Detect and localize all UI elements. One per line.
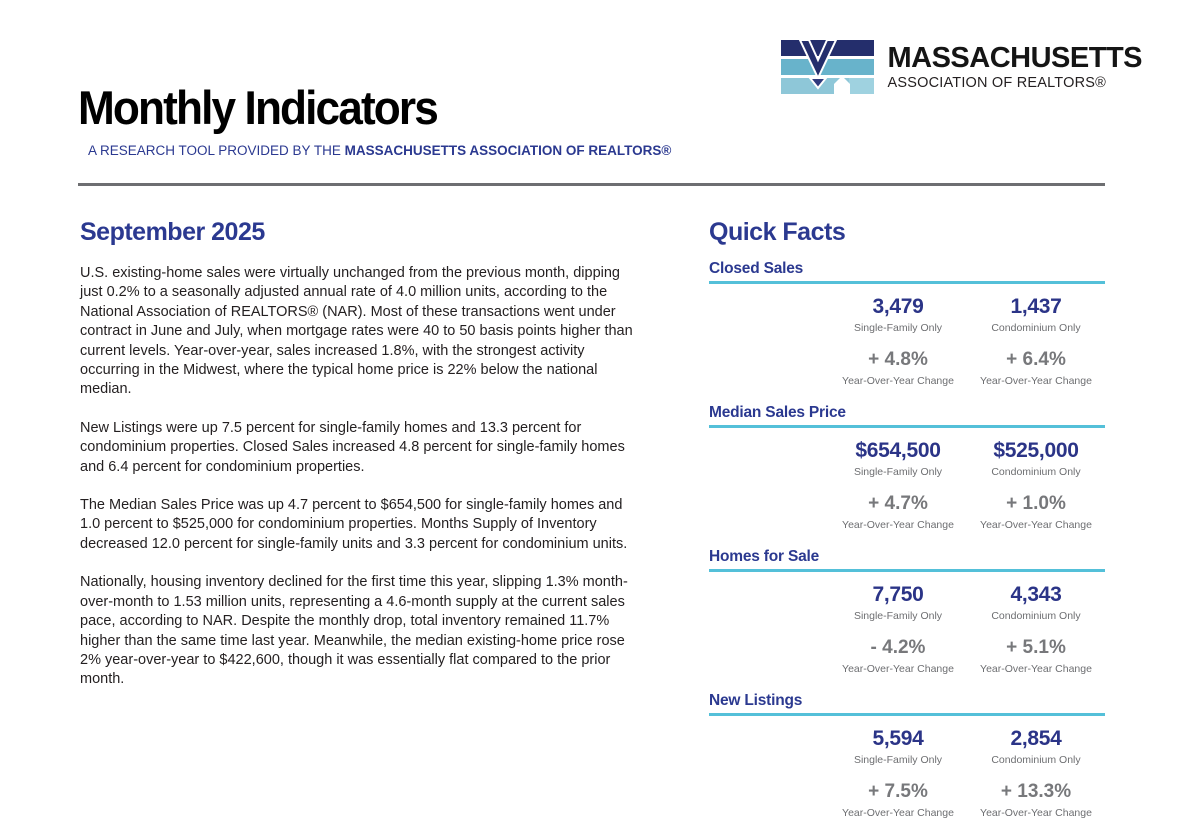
qf-change: + 4.7% (868, 493, 928, 514)
qf-columns (709, 428, 1105, 531)
header-divider (78, 183, 1105, 186)
qf-sublabel: Condominium Only (991, 754, 1081, 766)
qf-value: 3,479 (872, 295, 924, 318)
qf-change: + 13.3% (1000, 781, 1072, 802)
report-paragraph-3: The Median Sales Price was up 4.7 percent to $654,500 for single-family homes and 1.0 percent to $525,000 for condominium properties. Months Supply of Inventory decreased 12.0 percent for single-family units and 3.3 percent for condominium units. (80, 497, 628, 552)
qf-change: + 6.4% (1006, 349, 1066, 370)
qf-col-condominium (967, 428, 1105, 531)
qf-change-label: Year-Over-Year Change (842, 663, 954, 675)
qf-columns (709, 572, 1105, 675)
qf-section-new-listings (709, 692, 1105, 819)
qf-sublabel: Condominium Only (991, 322, 1081, 334)
qf-change: + 5.1% (1006, 637, 1066, 658)
qf-change-label: Year-Over-Year Change (842, 807, 954, 819)
qf-change-label: Year-Over-Year Change (842, 375, 954, 387)
subtitle-org-name: MASSACHUSETTS ASSOCIATION OF REALTORS® (344, 143, 672, 158)
quick-facts-heading: Quick Facts (709, 218, 846, 246)
qf-col-condominium (967, 572, 1105, 675)
qf-section-label: Median Sales Price (709, 404, 846, 421)
qf-col-single-family (829, 572, 967, 675)
qf-section-label: Homes for Sale (709, 548, 820, 565)
qf-value: 7,750 (872, 583, 924, 606)
qf-change: + 1.0% (1006, 493, 1066, 514)
qf-change-label: Year-Over-Year Change (980, 663, 1092, 675)
qf-col-condominium (967, 716, 1105, 819)
qf-col-single-family (829, 284, 967, 387)
qf-section-median-sales-price (709, 404, 1105, 531)
qf-section-label: New Listings (709, 692, 803, 709)
mar-logo-tagline: ASSOCIATION OF REALTORS® (887, 75, 1107, 92)
qf-columns (709, 284, 1105, 387)
mar-logo (781, 40, 1142, 95)
report-paragraph-4: Nationally, housing inventory declined for the first time this year, slipping 1.3% month-over-month to 1.53 million units, representing a 4.6-month supply at the current sales pace, according to NAR. Despite the monthly drop, total inventory remained 11.7% higher than the same time last year. Meanwhile, the median existing-home price rose 2% year-over-year to $422,600, though it was essentially flat compared to the prior month. (80, 574, 628, 688)
qf-sublabel: Single-Family Only (853, 466, 943, 478)
qf-sublabel: Single-Family Only (853, 322, 943, 334)
mar-logo-name: MASSACHUSETTS (887, 41, 1142, 74)
page-subtitle (88, 143, 671, 158)
qf-change: - 4.2% (870, 637, 926, 658)
qf-change: + 4.8% (868, 349, 928, 370)
month-heading: September 2025 (80, 218, 265, 246)
mar-logo-text (887, 41, 1142, 92)
report-paragraph-1: U.S. existing-home sales were virtually unchanged from the previous month, dipping just 0.2% to a seasonally adjusted annual rate of 4.0 million units, according to the National Association of REALTORS® (NAR). Most of these transactions went under contract in June and July, when mortgage rates were 40 to 50 basis points higher than current levels. Year-over-year, sales increased 1.8%, with the strongest activity occurring in the Midwest, where the typical home price is 22% below the national median. (80, 265, 633, 398)
report-paragraph-2: New Listings were up 7.5 percent for single-family homes and 13.3 percent for condominium properties. Closed Sales increased 4.8 percent for single-family homes and 6.4 percent for condominium properties. (80, 419, 625, 475)
qf-change-label: Year-Over-Year Change (980, 375, 1092, 387)
qf-columns (709, 716, 1105, 819)
subtitle-prefix: A RESEARCH TOOL PROVIDED BY THE (88, 143, 345, 158)
qf-change-label: Year-Over-Year Change (842, 519, 954, 531)
qf-value: 4,343 (1010, 583, 1062, 606)
qf-sublabel: Condominium Only (991, 610, 1081, 622)
qf-section-label: Closed Sales (709, 260, 804, 277)
qf-change: + 7.5% (868, 781, 928, 802)
qf-section-closed-sales (709, 260, 1105, 387)
qf-col-condominium (967, 284, 1105, 387)
qf-sublabel: Condominium Only (991, 466, 1081, 478)
qf-value: $654,500 (855, 439, 941, 462)
qf-sublabel: Single-Family Only (853, 754, 943, 766)
qf-value: 5,594 (872, 727, 924, 750)
report-content (0, 186, 1178, 836)
qf-value: 1,437 (1010, 295, 1062, 318)
qf-sublabel: Single-Family Only (853, 610, 943, 622)
qf-change-label: Year-Over-Year Change (980, 519, 1092, 531)
qf-section-homes-for-sale (709, 548, 1105, 675)
quick-facts-column (709, 218, 1105, 836)
commentary-column (80, 218, 645, 836)
qf-change-label: Year-Over-Year Change (980, 807, 1092, 819)
page-title: Monthly Indicators (78, 81, 437, 134)
report-header (0, 0, 1178, 186)
qf-value: $525,000 (993, 439, 1079, 462)
qf-value: 2,854 (1010, 727, 1062, 750)
mar-logo-m-icon (781, 40, 874, 95)
qf-col-single-family (829, 716, 967, 819)
qf-col-single-family (829, 428, 967, 531)
